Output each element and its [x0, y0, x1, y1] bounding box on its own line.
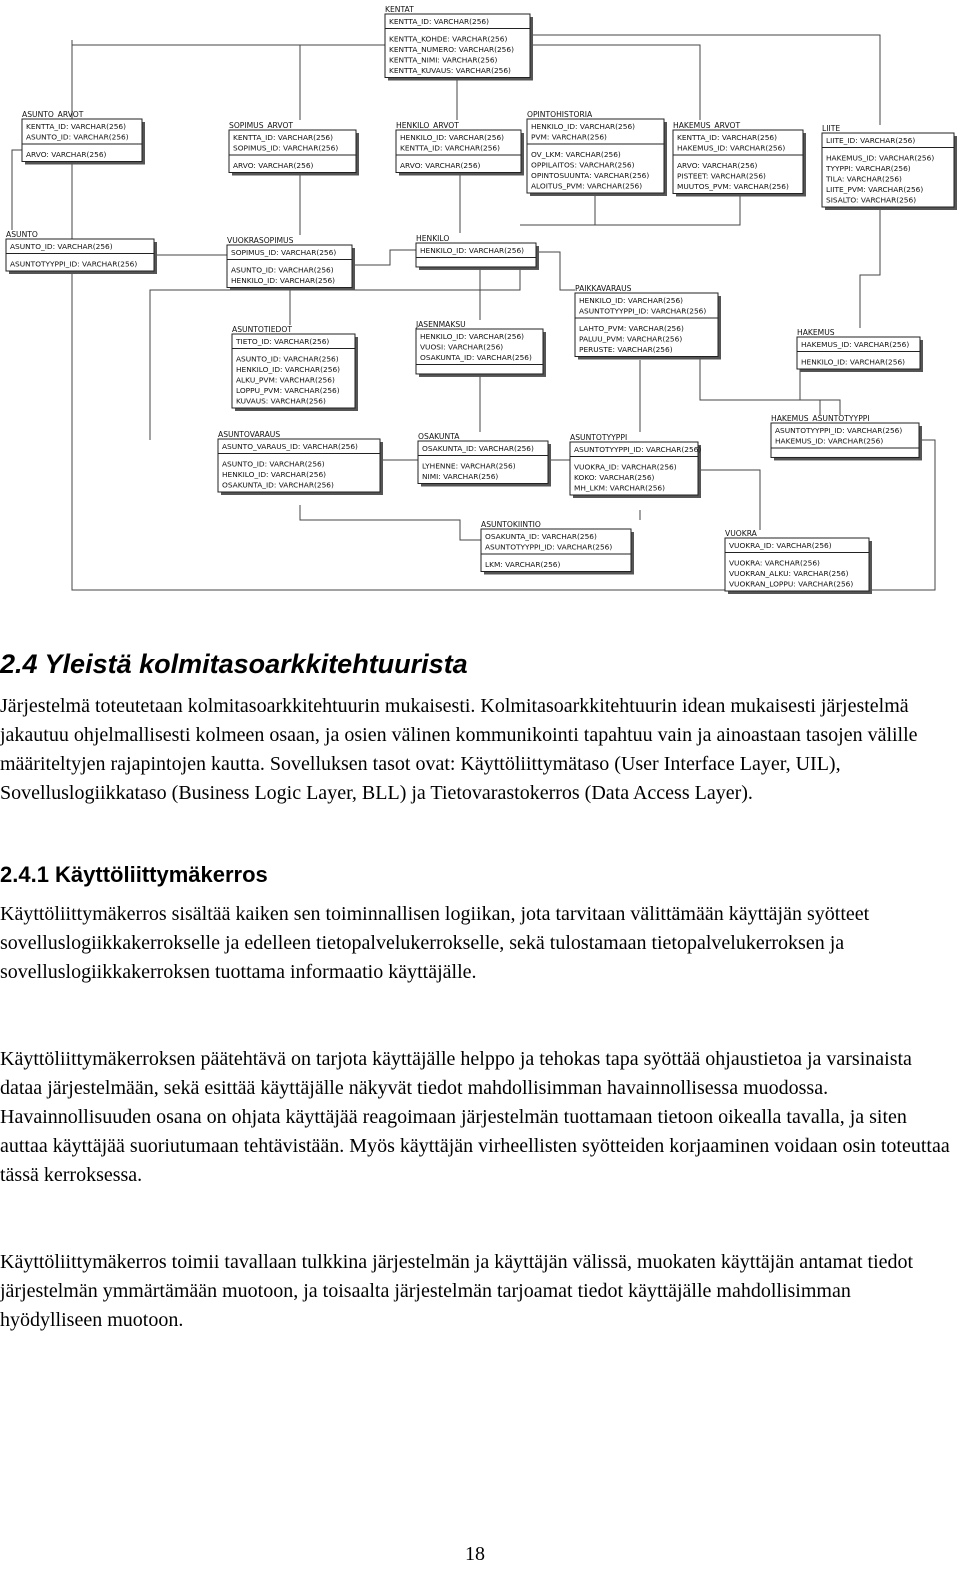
entity-attribute-field: KUVAUS: VARCHAR(256) [236, 396, 326, 406]
entity-key-field: KENTTA_ID: VARCHAR(256) [400, 143, 501, 153]
entity-attribute-field: MH_LKM: VARCHAR(256) [574, 483, 665, 493]
entity-attribute-field: KENTTA_NIMI: VARCHAR(256) [389, 55, 498, 65]
subsection-paragraph-2: Käyttöliittymäkerroksen päätehtävä on tarjota käyttäjälle helppo ja tehokas tapa syöttää ohjaustietoa ja varsinaista dataa järjestelmään, sekä esittää käyttäjälle näkyvät tiedot mahdollisimman havainnollisessa muodossa. Havainnollisuuden osana on ohjata käyttäjää reagoimaan järjestelmän tuottamaan tietoon oikealla tavalla, ja siten auttaa käyttäjää suoriutumaan tehtävistään. Myös käyttäjän virheellisten syötteiden korjaaminen voidaan osin toteuttaa tässä kerroksessa. [0, 1048, 950, 1186]
entity-asunto [6, 230, 157, 274]
entity-attribute-field: KOKO: VARCHAR(256) [574, 473, 655, 482]
entity-attribute-field: LKM: VARCHAR(256) [485, 560, 561, 569]
entity-key-field: ASUNTO_ID: VARCHAR(256) [10, 242, 113, 251]
entity-paikkavaraus [575, 284, 721, 360]
entity-key-field: HAKEMUS_ID: VARCHAR(256) [775, 436, 884, 446]
entity-key-field: HENKILO_ID: VARCHAR(256) [579, 296, 684, 305]
entity-henkilo-arvot [396, 121, 524, 176]
relationship-line [300, 505, 481, 540]
entity-key-field: ASUNTOTYYPPI_ID: VARCHAR(256) [485, 542, 613, 552]
entity-kentat [385, 5, 533, 81]
entity-attribute-field: HENKILO_ID: VARCHAR(256) [231, 276, 336, 285]
entity-attribute-field: HENKILO_ID: VARCHAR(256) [222, 470, 327, 479]
diagram-frame-line [72, 40, 865, 590]
entity-attribute-field: VUOKRAN_LOPPU: VARCHAR(256) [729, 579, 854, 589]
entity-title: LIITE [822, 124, 841, 133]
entity-attribute-field: KENTTA_KUVAUS: VARCHAR(256) [389, 66, 511, 75]
entity-attribute-field: MUUTOS_PVM: VARCHAR(256) [677, 182, 789, 191]
entity-key-field: HENKILO_ID: VARCHAR(256) [400, 133, 505, 142]
entity-key-field: KENTTA_ID: VARCHAR(256) [233, 133, 334, 142]
entity-attribute-field: ALKU_PVM: VARCHAR(256) [236, 375, 335, 385]
page-number: 18 [465, 1543, 485, 1565]
entity-attribute-field: LOPPU_PVM: VARCHAR(256) [236, 386, 340, 395]
entity-key-field: SOPIMUS_ID: VARCHAR(256) [231, 248, 337, 257]
entity-title: OPINTOHISTORIA [527, 110, 593, 119]
entity-key-field: ASUNTOTYYPPI_ID: VARCHAR(256) [775, 426, 903, 435]
entity-key-field: PVM: VARCHAR(256) [531, 132, 607, 142]
entity-key-field: HENKILO_ID: VARCHAR(256) [420, 332, 525, 341]
entity-attribute-field: NIMI: VARCHAR(256) [422, 472, 499, 481]
entity-title: HAKEMUS_ARVOT [673, 121, 741, 130]
relationship-line [536, 252, 575, 290]
relationship-line [530, 45, 700, 120]
entity-attribute-field: ARVO: VARCHAR(256) [233, 161, 314, 170]
entity-attribute-field: ASUNTO_ID: VARCHAR(256) [236, 354, 339, 364]
er-diagram [0, 0, 960, 610]
entity-attribute-field: ASUNTO_ID: VARCHAR(256) [231, 265, 334, 275]
entity-attribute-field: LIITE_PVM: VARCHAR(256) [826, 185, 924, 194]
entity-key-field: ASUNTOTYYPPI_ID: VARCHAR(256) [574, 445, 702, 454]
entity-key-field: LIITE_ID: VARCHAR(256) [826, 136, 916, 145]
entity-title: HAKEMUS [797, 328, 835, 337]
entity-hakemus-arvot [673, 121, 806, 197]
entity-attribute-field: PERUSTE: VARCHAR(256) [579, 345, 673, 354]
entity-key-field: KENTTA_ID: VARCHAR(256) [26, 122, 127, 131]
entity-key-field: ASUNTOTYYPPI_ID: VARCHAR(256) [579, 306, 707, 316]
relationship-line [72, 45, 385, 110]
entity-hakemus-asuntotyyppi [771, 414, 922, 460]
entity-attribute-field: HAKEMUS_ID: VARCHAR(256) [826, 153, 935, 163]
section-paragraph: Järjestelmä toteutetaan kolmitasoarkkitehtuurin mukaisesti. Kolmitasoarkkitehtuurin idean mukaisesti järjestelmä jakautuu ohjelmallisesti kolmeen osaan, ja osien välinen kommunikointi tapahtuu vain ja ainoastaan tasojen välille määriteltyjen rajapintojen kautta. Sovelluksen tasot ovat: Käyttöliittymätaso (User Interface Layer, UIL), Sovelluslogiikkataso (Business Logic Layer, BLL) ja Tietovarastokerros (Data Access Layer). [0, 695, 918, 804]
relationship-line [869, 440, 935, 590]
entity-key-field: OSAKUNTA_ID: VARCHAR(256) [422, 444, 534, 453]
entity-asuntotiedot [232, 325, 358, 411]
entity-vuokrasopimus [227, 236, 355, 291]
entity-attribute-field: VUOKRAN_ALKU: VARCHAR(256) [729, 569, 849, 578]
entity-attribute-field: KENTTA_NUMERO: VARCHAR(256) [389, 45, 514, 54]
entity-key-field: KENTTA_ID: VARCHAR(256) [677, 133, 778, 142]
entity-attribute-field: OV_LKM: VARCHAR(256) [531, 150, 621, 159]
entity-title: KENTAT [385, 5, 414, 14]
relationship-line [12, 150, 22, 230]
entity-asuntovaraus [218, 430, 383, 495]
entity-attribute-field: LAHTO_PVM: VARCHAR(256) [579, 324, 684, 333]
entity-attribute-field: PISTEET: VARCHAR(256) [677, 171, 766, 181]
entity-attribute-field: ARVO: VARCHAR(256) [677, 161, 758, 170]
entity-boxes [6, 5, 957, 594]
entity-attribute-field: VUOKRA_ID: VARCHAR(256) [574, 462, 677, 472]
entity-attribute-field: ARVO: VARCHAR(256) [26, 150, 107, 159]
entity-asuntokiintio [481, 520, 634, 575]
entity-key-field: VUOKRA_ID: VARCHAR(256) [729, 541, 832, 550]
subsection-paragraph-1: Käyttöliittymäkerros sisältää kaiken sen toiminnallisen logiikan, jota tarvitaan välittämään käyttäjän syötteet sovelluslogiikkakerrokselle ja edelleen tietopalvelukerrokselle, sekä tulostamaan tietopalvelukerroksen ja sovelluslogiikkakerroksen tuottama informaatio käyttäjälle. [0, 903, 870, 983]
entity-title: JASENMAKSU [416, 320, 466, 329]
relationship-line [352, 250, 416, 265]
entity-attribute-field: KENTTA_KOHDE: VARCHAR(256) [389, 34, 508, 44]
entity-key-field: HENKILO_ID: VARCHAR(256) [420, 246, 525, 255]
entity-attribute-field: ASUNTO_ID: VARCHAR(256) [222, 459, 325, 469]
entity-attribute-field: VUOKRA: VARCHAR(256) [729, 558, 820, 568]
entity-title: VUOKRASOPIMUS [227, 236, 294, 245]
entity-sopimus-arvot [229, 121, 359, 176]
entity-attribute-field: ARVO: VARCHAR(256) [400, 161, 481, 170]
entity-osakunta [418, 432, 551, 487]
entity-title: ASUNTOKIINTIO [481, 520, 541, 529]
subsection-heading: 2.4.1 Käyttöliittymäkerros [0, 862, 268, 887]
entity-asunto-arvot [22, 110, 145, 165]
entity-key-field: KENTTA_ID: VARCHAR(256) [389, 17, 490, 26]
entity-key-field: TIETO_ID: VARCHAR(256) [236, 337, 330, 346]
entity-vuokra [725, 529, 872, 594]
entity-attribute-field: PALUU_PVM: VARCHAR(256) [579, 334, 683, 344]
entity-key-field: ASUNTO_VARAUS_ID: VARCHAR(256) [222, 442, 358, 451]
entity-key-field: HENKILO_ID: VARCHAR(256) [531, 122, 636, 131]
entity-henkilo [416, 234, 539, 270]
entity-attribute-field: HENKILO_ID: VARCHAR(256) [801, 357, 906, 367]
entity-liite [822, 124, 957, 210]
entity-attribute-field: OPPILAITOS: VARCHAR(256) [531, 160, 635, 170]
relationship-line [860, 205, 880, 328]
entity-hakemus [797, 328, 923, 372]
section-heading: 2.4 Yleistä kolmitasoarkkitehtuurista [0, 649, 468, 679]
entity-key-field: HAKEMUS_ID: VARCHAR(256) [801, 340, 910, 349]
entity-title: ASUNTO_ARVOT [22, 110, 84, 119]
entity-jasenmaksu [415, 320, 546, 377]
entity-attribute-field: OSAKUNTA_ID: VARCHAR(256) [222, 480, 334, 490]
entity-title: HENKILO_ARVOT [396, 121, 459, 130]
entity-key-field: HAKEMUS_ID: VARCHAR(256) [677, 143, 786, 153]
entity-key-field: ASUNTO_ID: VARCHAR(256) [26, 132, 129, 142]
entity-attribute-field: ALOITUS_PVM: VARCHAR(256) [531, 181, 643, 191]
entity-title: ASUNTOVARAUS [218, 430, 281, 439]
entity-attribute-field: LYHENNE: VARCHAR(256) [422, 461, 516, 471]
entity-title: HENKILO [416, 234, 450, 243]
entity-attribute-field: SISALTO: VARCHAR(256) [826, 195, 917, 205]
entity-title: ASUNTOTYYPPI [570, 433, 628, 442]
entity-title: ASUNTOTIEDOT [232, 325, 293, 334]
entity-title: PAIKKAVARAUS [575, 284, 632, 293]
entity-attribute-field: TYYPPI: VARCHAR(256) [826, 164, 911, 173]
entity-key-field: OSAKUNTA_ID: VARCHAR(256) [420, 353, 532, 362]
relationship-line [698, 470, 760, 530]
entity-opintohistoria [527, 110, 667, 196]
entity-title: VUOKRA [725, 529, 757, 538]
subsection-paragraph-3: Käyttöliittymäkerros toimii tavallaan tulkkina järjestelmän ja käyttäjän välissä, muokaten käyttäjän antamat tiedot järjestelmän ymmärtämään muotoon, ja toisaalta järjestelmän tarjoamat tiedot käyttäjälle mahdollisimman hyödylliseen muotoon. [0, 1251, 914, 1331]
entity-attribute-field: TILA: VARCHAR(256) [826, 174, 902, 184]
entity-key-field: SOPIMUS_ID: VARCHAR(256) [233, 143, 339, 153]
entity-asuntotyyppi [570, 433, 701, 498]
entity-title: ASUNTO [6, 230, 38, 239]
entity-attribute-field: HENKILO_ID: VARCHAR(256) [236, 365, 341, 374]
relationship-lines [12, 35, 935, 590]
entity-key-field: VUOSI: VARCHAR(256) [420, 342, 504, 352]
entity-attribute-field: OPINTOSUUNTA: VARCHAR(256) [531, 171, 650, 180]
entity-attribute-field: ASUNTOTYYPPI_ID: VARCHAR(256) [10, 259, 138, 269]
entity-title: SOPIMUS_ARVOT [229, 121, 294, 130]
entity-title: OSAKUNTA [418, 432, 460, 441]
entity-key-field: OSAKUNTA_ID: VARCHAR(256) [485, 532, 597, 541]
entity-title: HAKEMUS_ASUNTOTYYPPI [771, 414, 870, 423]
